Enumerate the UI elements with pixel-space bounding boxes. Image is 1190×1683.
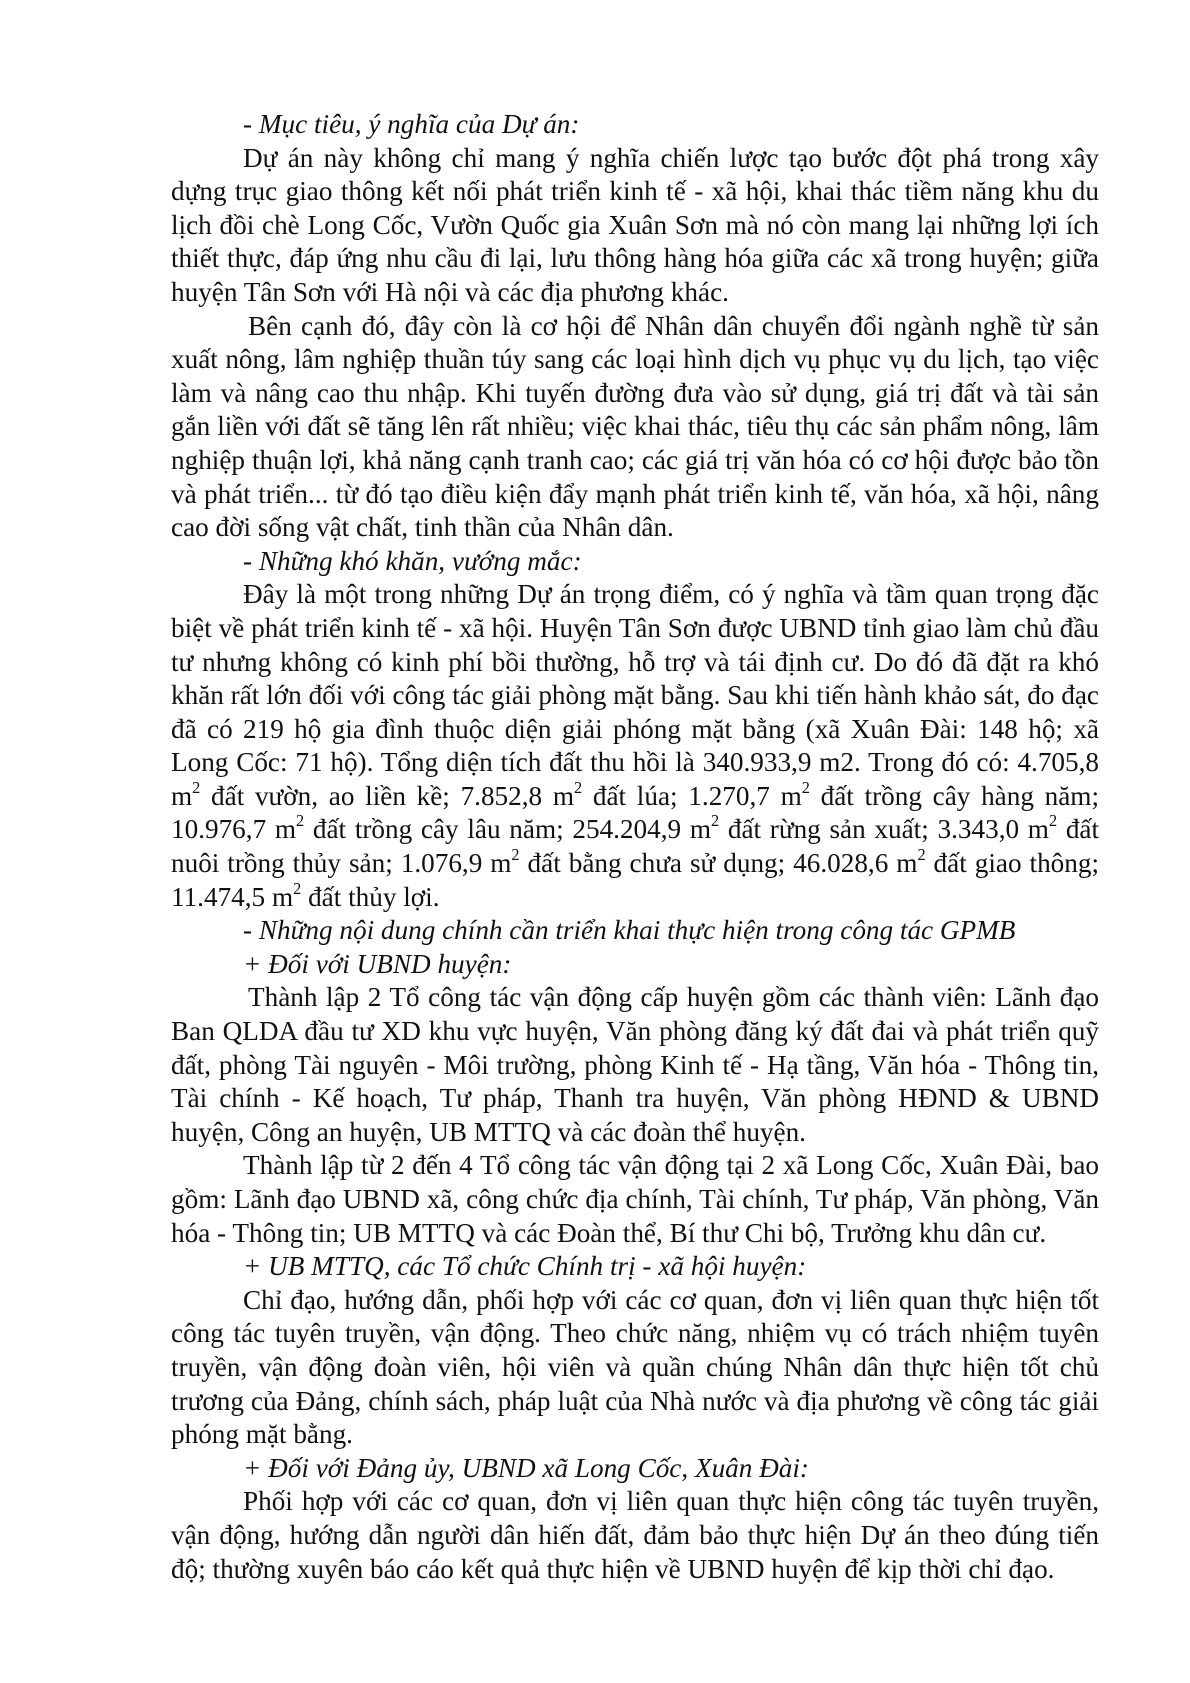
land-unit: m [271,881,294,912]
land-area: 46.028,6 [793,848,889,879]
land-area: 1.270,7 [688,780,770,811]
land-item [460,777,678,811]
land-unit: m [490,848,512,879]
land-desc: đất trồng cây hàng năm; [809,780,1100,811]
land-desc: đất rừng sản xuất; [719,814,929,845]
section-heading-difficulties: - Những khó khăn, vướng mắc: [243,545,582,576]
unit-exponent: 2 [711,811,720,831]
unit-exponent: 2 [1048,811,1058,831]
land-item [572,811,929,845]
land-item [171,878,440,912]
section-heading-main-tasks: - Những nội dung chính cần triển khai thực hiện trong công tác GPMB [243,915,1016,946]
land-area: 11.474,5 [171,881,266,912]
land-unit: m [896,848,918,879]
land-unit: m [689,814,711,845]
section-heading-goals: - Mục tiêu, ý nghĩa của Dự án: [243,109,580,139]
unit-exponent: 2 [574,777,583,797]
subsection-heading-district: + Đối với UBND huyện: [243,948,512,979]
paragraph: Dự án này không chỉ mang ý nghĩa chiến lược tạo bước đột phá trong xây dựng trục giao thông kết nối phát triển kinh tế - xã hội, khai thác tiềm năng khu du lịch đồi chè Long Cốc, Vườn Quốc gia Xuân Sơn mà nó còn mang lại những lợi ích thiết thực, đáp ứng nhu cầu đi lại, lưu thông hàng hóa giữa các xã trong huyện; giữa huyện Tân Sơn với Hà nội và các địa phương khác. [171,142,1099,307]
land-unit: m [1027,814,1049,845]
land-unit: m [274,814,297,845]
document-page [171,108,1099,1586]
unit-exponent: 2 [511,844,520,864]
land-area: 3.343,0 [937,814,1020,845]
land-area: 1.076,9 [400,848,483,879]
unit-exponent: 2 [296,811,305,831]
land-item [171,811,564,845]
land-desc: đất bằng chưa sử dụng; [519,848,786,879]
land-desc: đất trồng cây lâu năm; [304,814,564,845]
land-desc: đất thủy lợi. [301,881,440,912]
land-area: 7.852,8 [460,780,543,811]
subsection-heading-commune: + Đối với Đảng ủy, UBND xã Long Cốc, Xuân Đài: [243,1452,809,1483]
paragraph: Chỉ đạo, hướng dẫn, phối hợp với các cơ quan, đơn vị liên quan thực hiện tốt công tác tuyên truyền, vận động. Theo chức năng, nhiệm vụ có trách nhiệm tuyên truyền, vận động đoàn viên, hội viên và quần chúng Nhân dân thực hiện tốt chủ trương của Đảng, chính sách, pháp luật của Nhà nước và địa phương về công tác giải phóng mặt bằng. [171,1284,1099,1450]
paragraph-land-areas [171,578,1099,914]
subsection-heading-front: + UB MTTQ, các Tổ chức Chính trị - xã hội huyện: [243,1251,807,1282]
land-desc: đất nuôi trồng thủy sản; [171,814,1100,879]
land-item [688,777,1100,811]
land-desc: đất vườn, ao liền kề; [200,780,450,811]
land-unit: m [552,780,574,811]
land-item [793,844,1099,879]
unit-exponent: 2 [192,777,201,797]
land-desc: đất giao thông; [925,848,1099,879]
land-area: 10.976,7 [171,814,267,845]
land-desc: đất lúa; [582,780,678,811]
paragraph: Thành lập từ 2 đến 4 Tổ công tác vận động tại 2 xã Long Cốc, Xuân Đài, bao gồm: Lãnh đạo UBND xã, công chức địa chính, Tài chính, Tư pháp, Văn phòng, Văn hóa - Thông tin; UB MTTQ và các Đoàn thể, Bí thư Chi bộ, Trưởng khu dân cư. [171,1150,1099,1248]
unit-exponent: 2 [801,777,810,797]
paragraph-intro: Đây là một trong những Dự án trọng điểm, có ý nghĩa và tầm quan trọng đặc biệt về phát triển kinh tế - xã hội. Huyện Tân Sơn được UBND tỉnh giao làm chủ đầu tư nhưng không có kinh phí bồi thường, hỗ trợ và tái định cư. Do đó đã đặt ra khó khăn rất lớn đối với công tác giải phòng mặt bằng. Sau khi tiến hành khảo sát, đo đạc đã có 219 hộ gia đình thuộc diện giải phóng mặt bằng (xã Xuân Đài: 148 hộ; xã Long Cốc: 71 hộ). Tổng diện tích đất thu hồi là 340.933,9 m2. Trong đó có: [171,579,1099,778]
paragraph: Phối hợp với các cơ quan, đơn vị liên quan thực hiện công tác tuyên truyền, vận động, hướng dẫn người dân hiến đất, đảm bảo thực hiện Dự án theo đúng tiến độ; thường xuyên báo cáo kết quả thực hiện về UBND huyện để kịp thời chỉ đạo. [171,1486,1099,1584]
paragraph: Bên cạnh đó, đây còn là cơ hội để Nhân dân chuyển đổi ngành nghề từ sản xuất nông, lâm nghiệp thuần túy sang các loại hình dịch vụ phục vụ du lịch, tạo việc làm và nâng cao thu nhập. Khi tuyến đường đưa vào sử dụng, giá trị đất và tài sản gắn liền với đất sẽ tăng lên rất nhiều; việc khai thác, tiêu thụ các sản phẩm nông, lâm nghiệp thuận lợi, khả năng cạnh tranh cao; các giá trị văn hóa có cơ hội được bảo tồn và phát triển... từ đó tạo điều kiện đẩy mạnh phát triển kinh tế, văn hóa, xã hội, nâng cao đời sống vật chất, tinh thần của Nhân dân. [171,310,1099,543]
land-unit: m [780,780,802,811]
land-item [400,844,786,879]
land-area: 254.204,9 [572,814,682,845]
paragraph: Thành lập 2 Tổ công tác vận động cấp huyện gồm các thành viên: Lãnh đạo Ban QLDA đầu tư XD khu vực huyện, Văn phòng đăng ký đất đai và phát triển quỹ đất, phòng Tài nguyên - Môi trường, phòng Kinh tế - Hạ tầng, Văn hóa - Thông tin, Tài chính - Kế hoạch, Tư pháp, Thanh tra huyện, Văn phòng HĐND & UBND huyện, Công an huyện, UB MTTQ và các đoàn thể huyện. [171,982,1099,1147]
land-area: 4.705,8 [1017,747,1099,778]
unit-exponent: 2 [917,844,926,864]
land-unit: m [171,780,193,811]
unit-exponent: 2 [293,878,302,898]
